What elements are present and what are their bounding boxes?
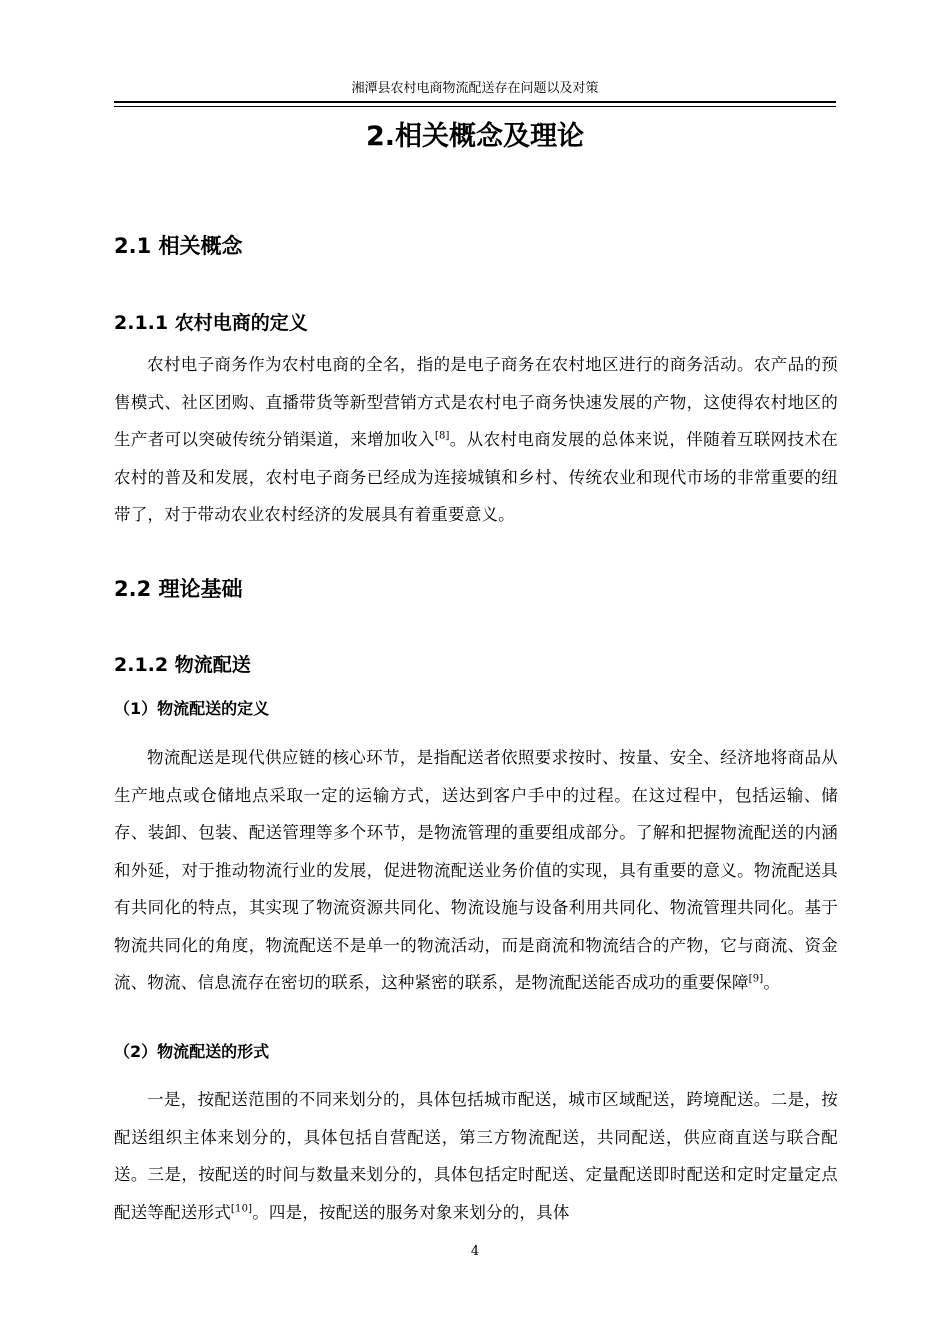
section-heading-2-1: 2.1 相关概念: [114, 234, 243, 258]
citation-ref: [9]: [748, 973, 764, 985]
paragraph-text-after: 。: [763, 973, 781, 992]
paragraph-rural-ecommerce-definition: [114, 346, 838, 534]
paragraph-text-after: 。四是，按配送的服务对象来划分的，具体: [252, 1202, 570, 1222]
citation-ref: [8]: [434, 430, 450, 442]
citation-ref: [10]: [230, 1203, 253, 1214]
paragraph-logistics-forms: [114, 1081, 838, 1231]
subheading-logistics-definition: （1）物流配送的定义: [114, 699, 270, 718]
paragraph-logistics-definition: [114, 739, 838, 1002]
section-heading-2-2: 2.2 理论基础: [114, 577, 243, 601]
paragraph-text: 农村电子商务作为农村电商的全名，指的是电子商务在农村地区进行的商务活动。农产品的预售模式、社区团购、直播带货等新型营销方式是农村电子商务快速发展的产物，这使得农村地区的生产者可以突破传统分销渠道，来增加收入: [114, 355, 838, 449]
paragraph-text: 一是，按配送范围的不同来划分的，具体包括城市配送，城市区域配送，跨境配送。二是，按配送组织主体来划分的，具体包括自营配送，第三方物流配送，共同配送，供应商直送与联合配送。三是，按配送的时间与数量来划分的，具体包括定时配送、定量配送即时配送和定时定量定点配送等配送形式: [114, 1090, 838, 1222]
header-rule-thin: [114, 106, 836, 107]
paragraph-text: 物流配送是现代供应链的核心环节，是指配送者依照要求按时、按量、安全、经济地将商品从生产地点或仓储地点采取一定的运输方式，送达到客户手中的过程。在这过程中，包括运输、储存、装卸、包装、配送管理等多个环节，是物流管理的重要组成部分。了解和把握物流配送的内涵和外延，对于推动物流行业的发展，促进物流配送业务价值的实现，具有重要的意义。物流配送具有共同化的特点，其实现了物流资源共同化、物流设施与设备利用共同化、物流管理共同化。基于物流共同化的角度，物流配送不是单一的物流活动，而是商流和物流结合的产物，它与商流、资金流、物流、信息流存在密切的联系，这种紧密的联系，是物流配送能否成功的重要保障: [114, 748, 838, 992]
section-heading-2-1-2: 2.1.2 物流配送: [114, 654, 251, 676]
page-number: 4: [470, 1244, 480, 1259]
header-rule-thick: [114, 101, 836, 103]
subheading-logistics-forms: （2）物流配送的形式: [114, 1042, 270, 1061]
paragraph-text-after: 。从农村电商发展的总体来说，伴随着互联网技术在农村的普及和发展，农村电子商务已经成为连接城镇和乡村、传统农业和现代市场的非常重要的纽带了，对于带动农业农村经济的发展具有着重要意义。: [114, 430, 838, 524]
chapter-title: 2.相关概念及理论: [365, 121, 585, 152]
running-header: 湘潭县农村电商物流配送存在问题以及对策: [351, 81, 599, 96]
section-heading-2-1-1: 2.1.1 农村电商的定义: [114, 312, 308, 334]
